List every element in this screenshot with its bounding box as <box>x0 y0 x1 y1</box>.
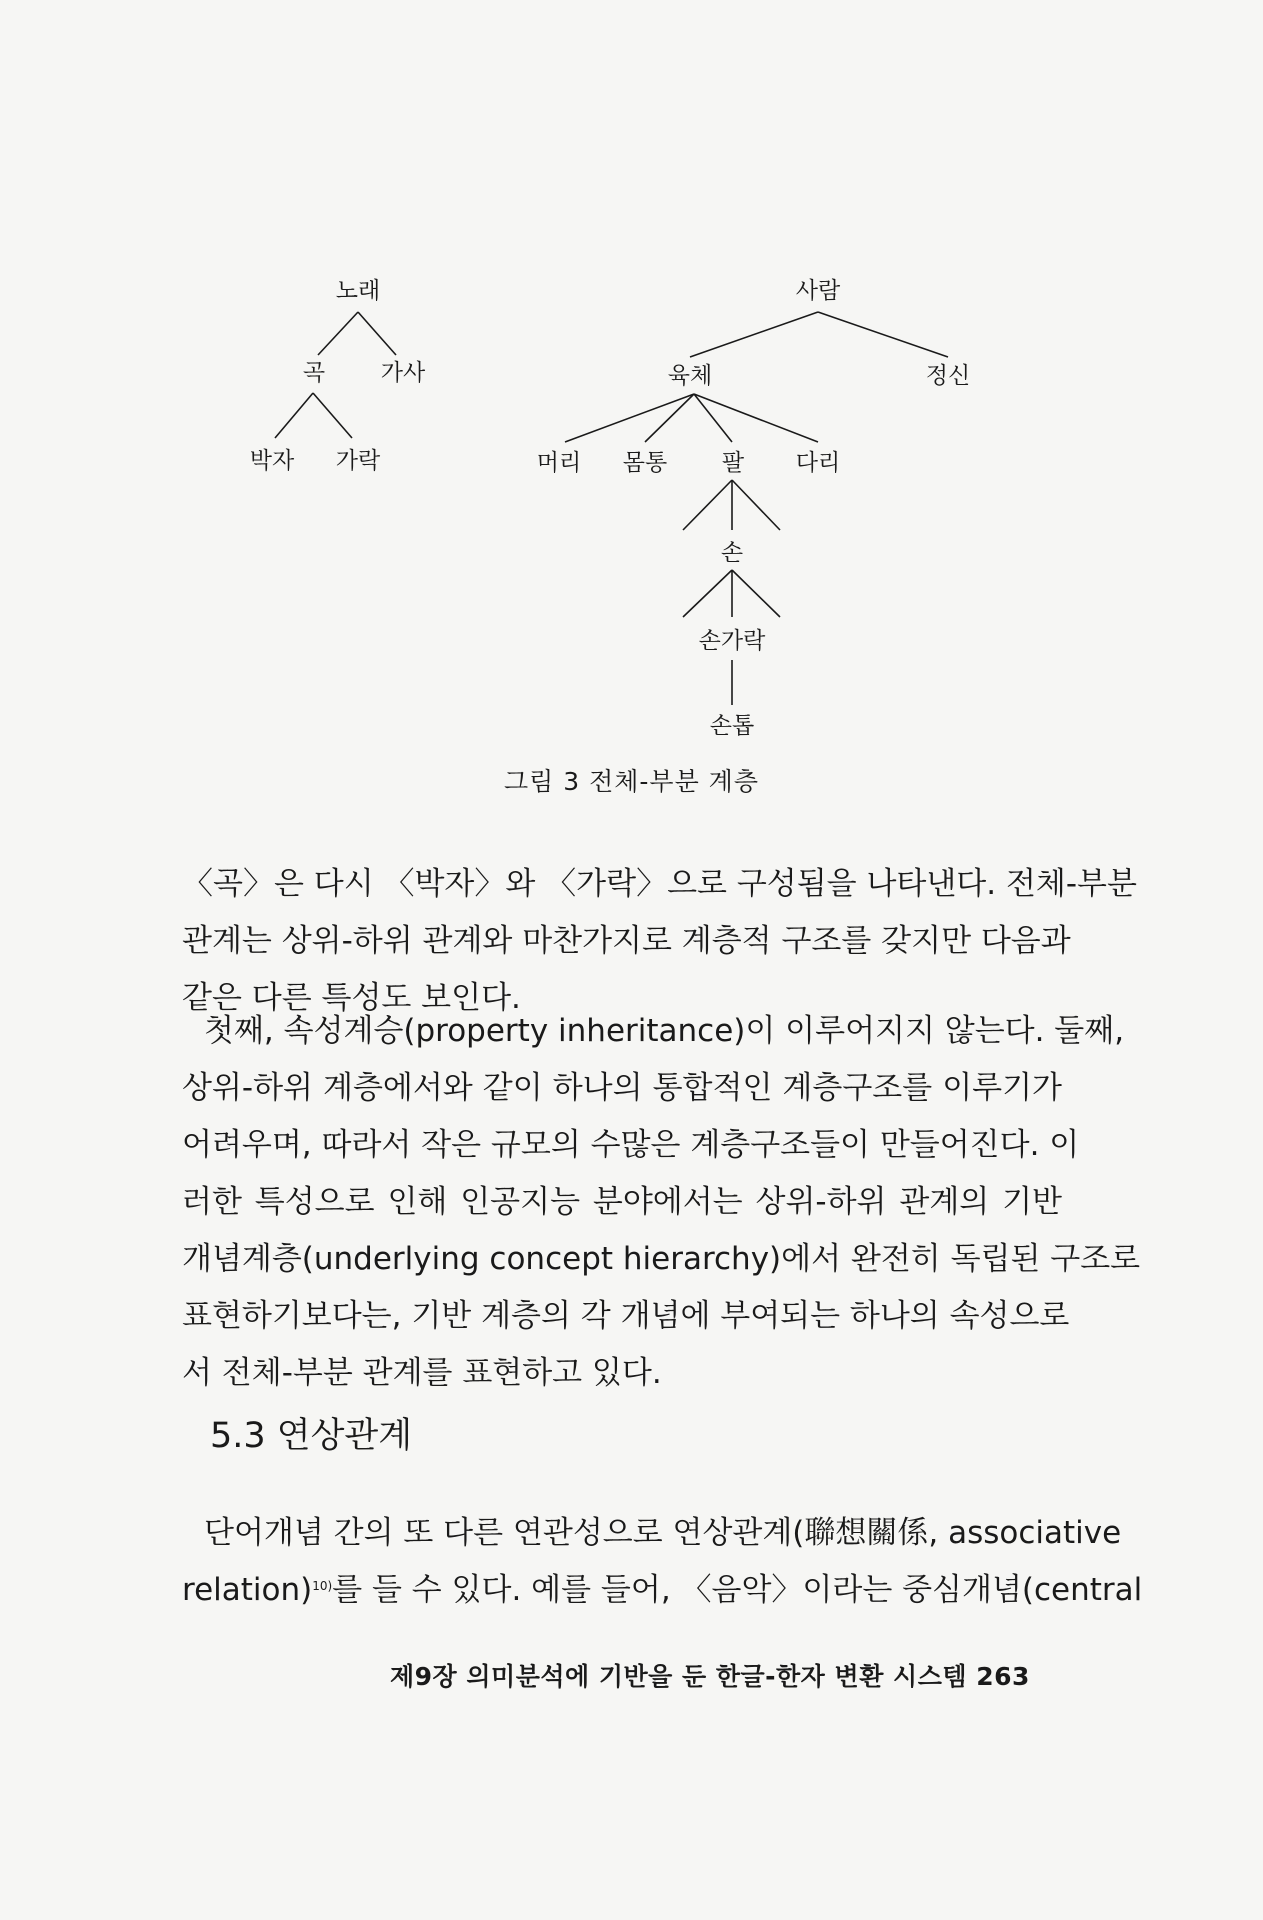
edge-melody-tune <box>313 393 352 438</box>
node-torso: 몸통 <box>622 450 668 476</box>
tree-right <box>537 278 970 739</box>
node-tune: 가락 <box>335 448 381 474</box>
paragraph-2-line-5: 개념계층(underlying concept hierarchy)에서 완전히 독립된 구조로 <box>182 1241 1141 1277</box>
edge-hand-right <box>732 570 780 617</box>
paragraph-3 <box>182 1505 1143 1619</box>
paragraph-2-line-1: 첫째, 속성계승(property inheritance)이 이루어지지 않는다. 둘째, <box>204 1013 1125 1049</box>
paragraph-1-line-3: 같은 다른 특성도 보인다. <box>182 980 521 1016</box>
node-leg: 다리 <box>795 450 841 476</box>
paragraph-2-line-7: 서 전체-부분 관계를 표현하고 있다. <box>182 1355 662 1391</box>
paragraph-2-line-4: 러한 특성으로 인해 인공지능 분야에서는 상위-하위 관계의 기반 <box>182 1184 1062 1220</box>
edge-song-lyrics <box>358 312 396 355</box>
paragraph-1 <box>182 856 1137 1027</box>
node-finger: 손가락 <box>698 628 766 654</box>
page-footer: 제9장 의미분석에 기반을 둔 한글-한자 변환 시스템 263 <box>390 1662 1030 1691</box>
part-whole-hierarchy-diagram <box>0 0 1263 800</box>
paragraph-2 <box>182 1003 1141 1402</box>
paragraph-1-line-1: 〈곡〉은 다시 〈박자〉와 〈가락〉으로 구성됨을 나타낸다. 전체-부분 <box>182 866 1137 902</box>
edge-hand-left <box>683 570 732 617</box>
paragraph-3-line-2-end: 를 들 수 있다. 예를 들어, 〈음악〉이라는 중심개념(central <box>332 1572 1143 1608</box>
paragraph-2-line-6: 표현하기보다는, 기반 계층의 각 개념에 부여되는 하나의 속성으로 <box>182 1298 1070 1334</box>
edge-body-head <box>565 394 694 442</box>
edge-arm-left <box>683 480 732 530</box>
paragraph-3-line-2-start: relation) <box>182 1572 313 1608</box>
node-song: 노래 <box>335 278 381 304</box>
node-head: 머리 <box>536 450 582 476</box>
node-melody: 곡 <box>302 360 326 386</box>
edge-person-mind <box>818 312 948 357</box>
figure-caption: 그림 3 전체-부분 계층 <box>504 767 759 796</box>
edge-melody-beat <box>275 393 313 438</box>
node-body: 육체 <box>667 363 713 389</box>
node-person: 사람 <box>795 278 841 304</box>
node-lyrics: 가사 <box>380 360 426 386</box>
footnote-marker: 10) <box>312 1579 333 1593</box>
node-arm: 팔 <box>721 450 745 476</box>
node-beat: 박자 <box>249 448 295 474</box>
edge-person-body <box>690 312 818 357</box>
edge-song-melody <box>318 312 358 355</box>
node-mind: 정신 <box>925 363 971 389</box>
paragraph-2-line-3: 어려우며, 따라서 작은 규모의 수많은 계층구조들이 만들어진다. 이 <box>182 1127 1080 1163</box>
edge-body-torso <box>645 394 694 442</box>
tree-left <box>250 278 426 474</box>
edge-arm-right <box>732 480 780 530</box>
section-heading: 5.3 연상관계 <box>210 1416 413 1456</box>
node-hand: 손 <box>720 540 744 566</box>
paragraph-3-line-2 <box>182 1562 1143 1619</box>
paragraph-1-line-2: 관계는 상위-하위 관계와 마찬가지로 계층적 구조를 갖지만 다음과 <box>182 923 1071 959</box>
paragraph-2-line-2: 상위-하위 계층에서와 같이 하나의 통합적인 계층구조를 이루기가 <box>182 1070 1062 1106</box>
paragraph-3-line-1: 단어개념 간의 또 다른 연관성으로 연상관계(聯想關係, associative <box>204 1515 1122 1551</box>
node-nail: 손톱 <box>709 713 755 739</box>
